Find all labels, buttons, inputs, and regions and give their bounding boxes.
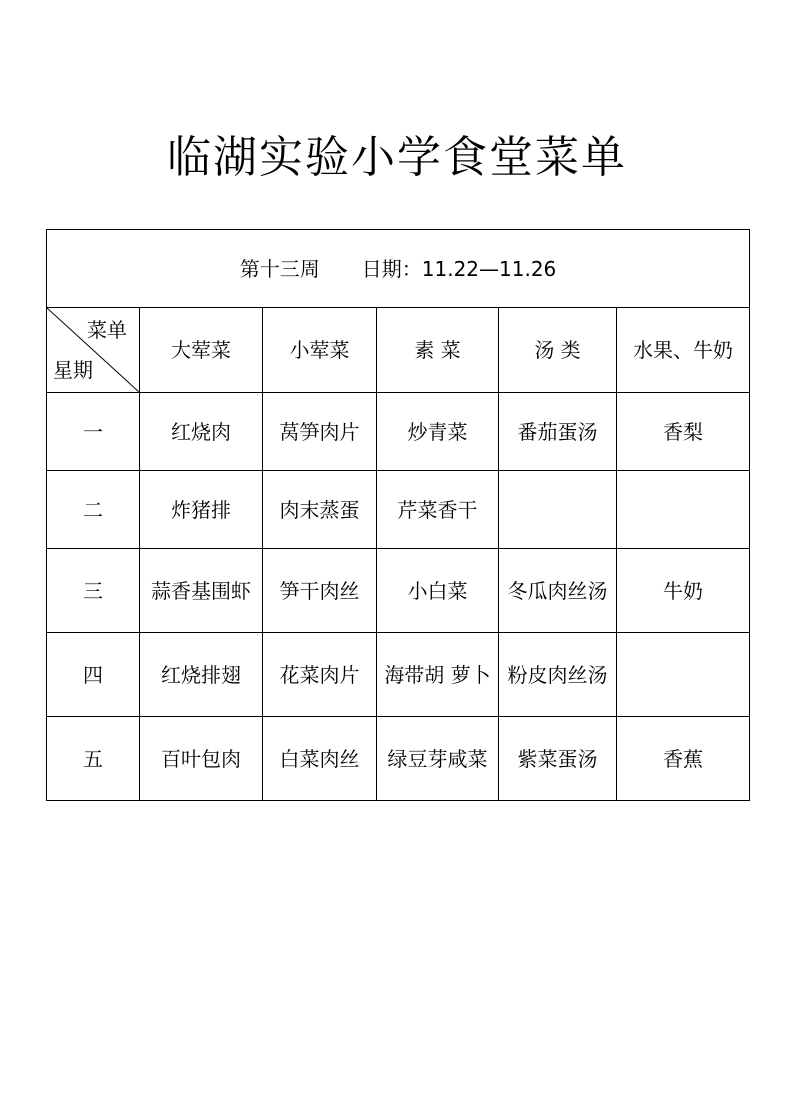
dish-cell xyxy=(617,633,750,717)
header-row xyxy=(47,308,750,393)
dish-cell: 粉皮肉丝汤 xyxy=(499,633,617,717)
dish-cell: 香梨 xyxy=(617,393,750,471)
column-header: 汤 类 xyxy=(499,308,617,393)
dish-cell: 蒜香基围虾 xyxy=(140,549,263,633)
dish-cell: 红烧肉 xyxy=(140,393,263,471)
column-header: 素 菜 xyxy=(377,308,499,393)
day-cell: 二 xyxy=(47,471,140,549)
day-cell: 一 xyxy=(47,393,140,471)
dish-cell: 肉末蒸蛋 xyxy=(263,471,377,549)
week-row xyxy=(47,230,750,308)
dish-cell: 海带胡 萝卜 xyxy=(377,633,499,717)
day-cell: 三 xyxy=(47,549,140,633)
dish-cell: 冬瓜肉丝汤 xyxy=(499,549,617,633)
dish-cell: 红烧排翅 xyxy=(140,633,263,717)
dish-cell: 白菜肉丝 xyxy=(263,717,377,801)
dish-cell: 花菜肉片 xyxy=(263,633,377,717)
dish-cell: 炒青菜 xyxy=(377,393,499,471)
dish-cell: 百叶包肉 xyxy=(140,717,263,801)
dish-cell: 芹菜香干 xyxy=(377,471,499,549)
dish-cell: 番茄蛋汤 xyxy=(499,393,617,471)
day-cell: 五 xyxy=(47,717,140,801)
corner-top-label: 菜单 xyxy=(87,318,127,342)
dish-cell: 笋干肉丝 xyxy=(263,549,377,633)
table-row xyxy=(47,471,750,549)
menu-table xyxy=(46,229,750,801)
day-cell: 四 xyxy=(47,633,140,717)
dish-cell: 绿豆芽咸菜 xyxy=(377,717,499,801)
corner-cell xyxy=(47,308,140,393)
corner-bottom-label: 星期 xyxy=(53,358,93,382)
dish-cell: 小白菜 xyxy=(377,549,499,633)
table-row xyxy=(47,633,750,717)
column-header: 水果、牛奶 xyxy=(617,308,750,393)
dish-cell xyxy=(617,471,750,549)
dish-cell: 莴笋肉片 xyxy=(263,393,377,471)
week-label: 第十三周 xyxy=(239,256,320,281)
table-row xyxy=(47,393,750,471)
column-header: 大荤菜 xyxy=(140,308,263,393)
table-row xyxy=(47,717,750,801)
table-row xyxy=(47,549,750,633)
page-title: 临湖实验小学食堂菜单 xyxy=(167,132,627,183)
dish-cell: 香蕉 xyxy=(617,717,750,801)
column-header: 小荤菜 xyxy=(263,308,377,393)
week-info-cell xyxy=(47,230,750,308)
date-range: 日期：11.22—11.26 xyxy=(361,256,557,281)
dish-cell: 炸猪排 xyxy=(140,471,263,549)
dish-cell xyxy=(499,471,617,549)
dish-cell: 牛奶 xyxy=(617,549,750,633)
dish-cell: 紫菜蛋汤 xyxy=(499,717,617,801)
